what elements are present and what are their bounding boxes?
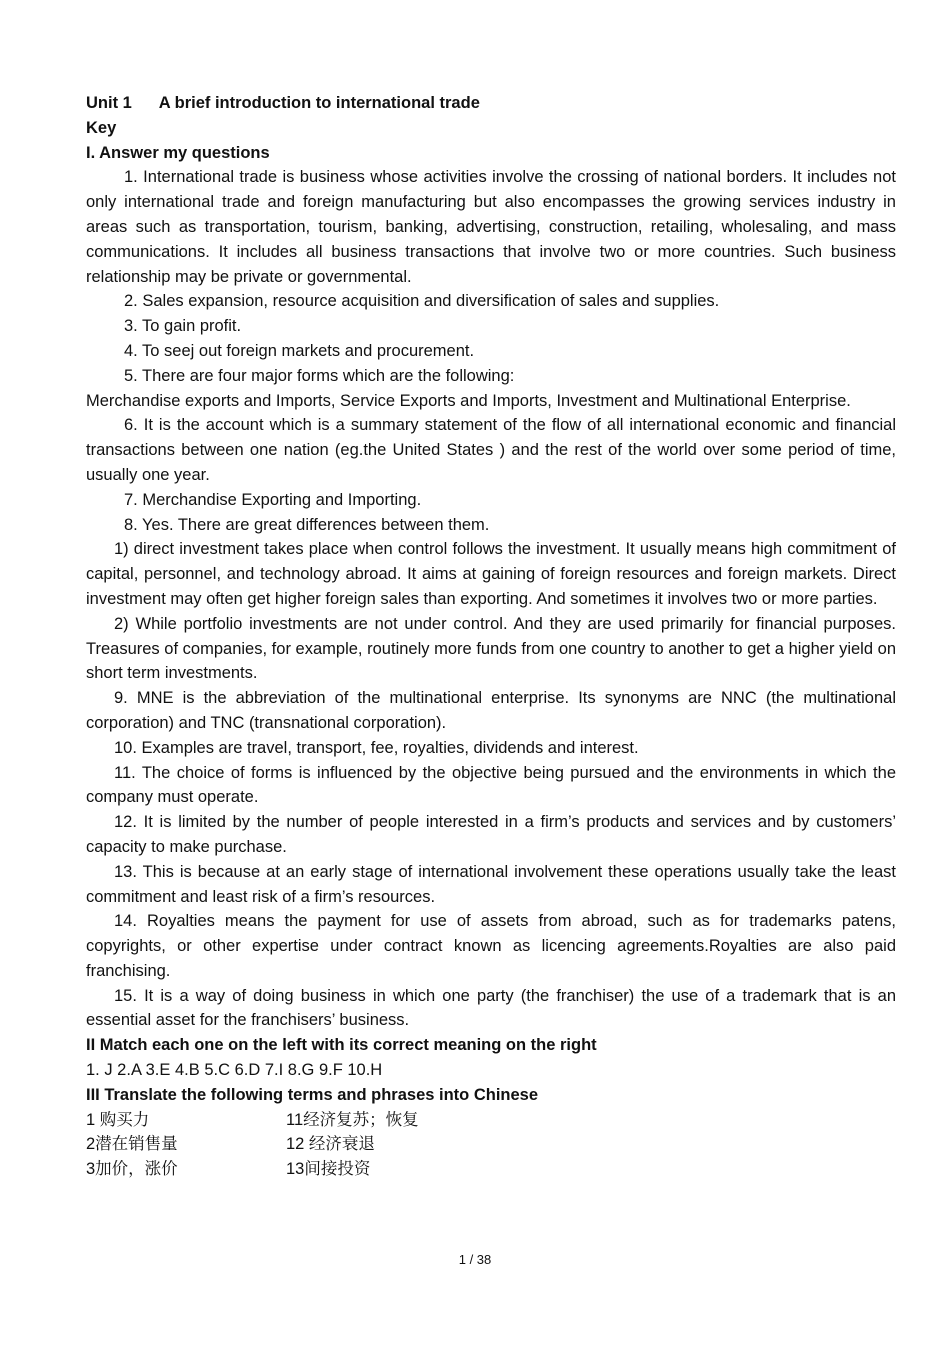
translation-row: [86, 1157, 896, 1182]
answer-9: 9. MNE is the abbreviation of the multinational enterprise. Its synonyms are NNC (the multinational corporation) and TNC (transnational corporation).: [86, 689, 896, 732]
translation-list: [86, 1108, 896, 1182]
answer-5-detail: Merchandise exports and Imports, Service Exports and Imports, Investment and Multinational Enterprise.: [86, 391, 851, 410]
answer-6: 6. It is the account which is a summary statement of the flow of all international economic and financial transactions between one nation (eg.the United States ) and the rest of the world over some period of time, usually one year.: [86, 416, 896, 484]
translation-term-11: 11经济复苏；恢复: [286, 1110, 419, 1129]
answer-15: 15. It is a way of doing business in which one party (the franchiser) the use of a trademark that is an essential asset for the franchisers’ business.: [86, 986, 896, 1030]
section3-heading: III Translate the following terms and phrases into Chinese: [86, 1085, 539, 1104]
match-answers: 1. J 2.A 3.E 4.B 5.C 6.D 7.I 8.G 9.F 10.H: [86, 1061, 383, 1080]
answer-2: 2. Sales expansion, resource acquisition and diversification of sales and supplies.: [124, 292, 720, 311]
translation-term-3: 3加价，涨价: [86, 1160, 178, 1179]
answer-1: 1. International trade is business whose activities involve the crossing of national borders. It includes not only international trade and foreign manufacturing but also encompasses the growing services industry in areas such as transportation, tourism, banking, advertising, construction, retailing, wholesaling, and mass communications. It includes all business transactions that involve two or more countries. Such business relationship may be private or governmental.: [86, 168, 896, 286]
answer-5: 5. There are four major forms which are the following:: [124, 366, 515, 385]
page-number: 1 / 38: [458, 1252, 492, 1267]
translation-term-12: 12 经济衰退: [286, 1135, 375, 1154]
translation-row: [86, 1132, 896, 1157]
answer-8-point-2: 2) While portfolio investments are not under control. And they are used primarily for financial purposes. Treasures of companies, for example, routinely more funds from one country to another to get a higher yield on short term investments.: [86, 614, 896, 683]
translation-row: [86, 1108, 896, 1133]
answer-8-point-1: 1) direct investment takes place when control follows the investment. It usually means high commitment of capital, personnel, and technology abroad. It aims at gaining of foreign resources and foreign markets. Direct investment may often get higher foreign sales than exporting. And sometimes it involves two or more parties.: [86, 540, 896, 608]
translation-term-13: 13间接投资: [286, 1160, 371, 1179]
unit-title: Unit 1 A brief introduction to international trade: [86, 94, 480, 112]
answer-3: 3. To gain profit.: [124, 317, 242, 336]
key-heading: Key: [86, 118, 117, 137]
section2-heading: II Match each one on the left with its correct meaning on the right: [86, 1036, 597, 1055]
answer-13: 13. This is because at an early stage of international involvement these operations usually take the least commitment and least risk of a firm’s resources.: [86, 862, 896, 906]
answer-8: 8. Yes. There are great differences between them.: [124, 515, 490, 534]
document-body: [86, 91, 896, 1182]
answer-12: 12. It is limited by the number of people interested in a firm’s products and services and by customers’ capacity to make purchase.: [86, 813, 896, 856]
translation-term-2: 2潜在销售量: [86, 1135, 178, 1154]
translation-term-1: 1 购买力: [86, 1110, 150, 1129]
answer-11: 11. The choice of forms is influenced by the objective being pursued and the environments in which the company must operate.: [86, 763, 896, 807]
answer-4: 4. To seej out foreign markets and procurement.: [124, 341, 475, 360]
answer-7: 7. Merchandise Exporting and Importing.: [124, 490, 422, 509]
answer-10: 10. Examples are travel, transport, fee, royalties, dividends and interest.: [114, 738, 639, 757]
section1-heading: I. Answer my questions: [86, 143, 270, 162]
answer-14: 14. Royalties means the payment for use of assets from abroad, such as for trademarks patens, copyrights, or other expertise under contract known as licencing agreements.Royalties are also paid franchising.: [86, 912, 896, 980]
